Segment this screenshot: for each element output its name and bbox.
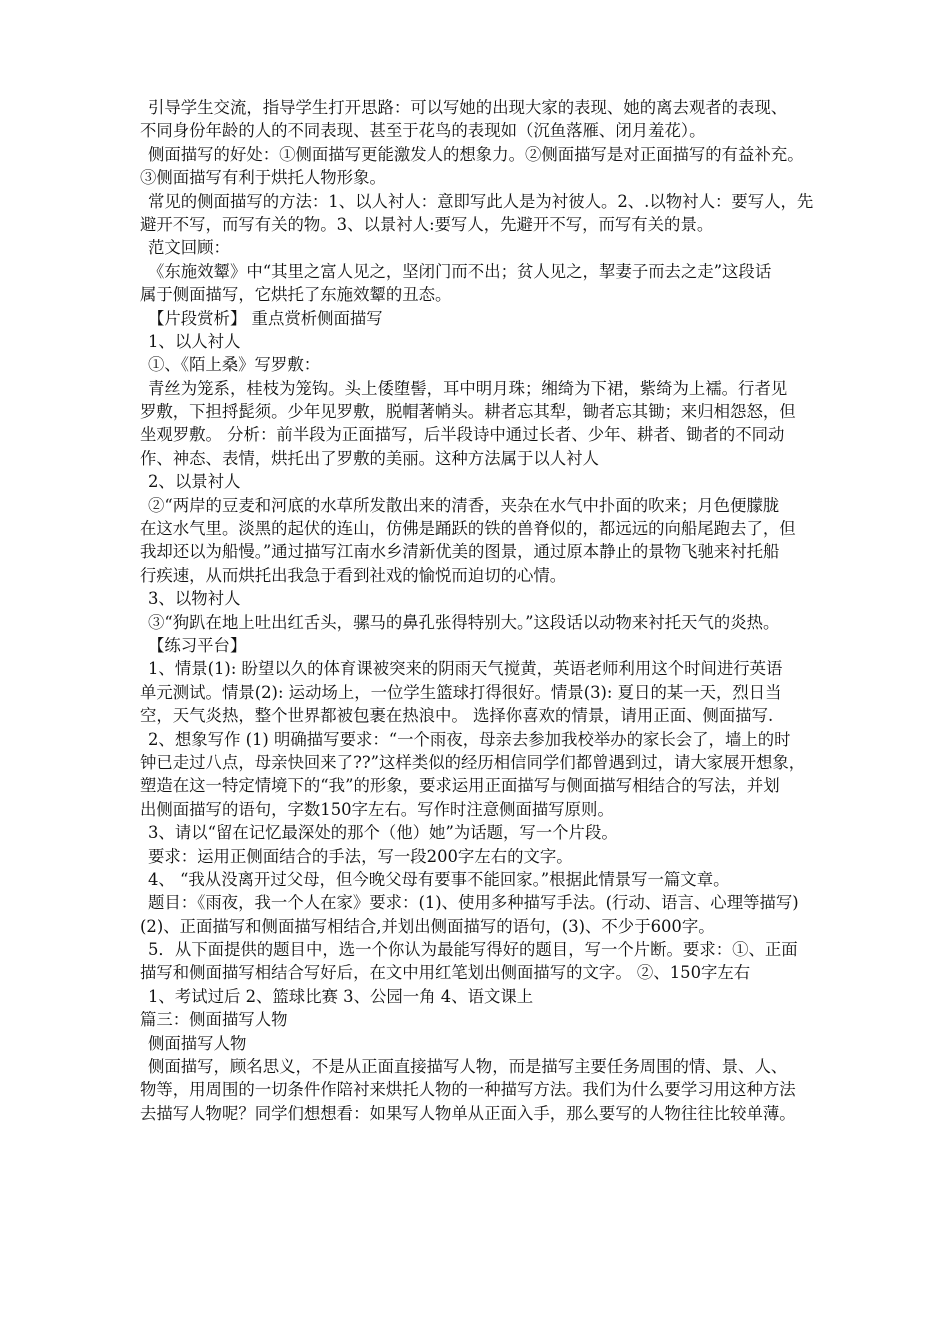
text-line: 1、情景(1): 盼望以久的体育课被突来的阴雨天气搅黄，英语老师利用这个时间进行英语: [148, 659, 783, 679]
text-line: 属于侧面描写，它烘托了东施效颦的丑态。: [140, 285, 452, 305]
text-line: ③“狗趴在地上吐出红舌头，骡马的鼻孔张得特别大。”这段话以动物来衬托天气的炎热。: [148, 612, 780, 632]
text-line: 物等，用周围的一切条件作陪衬来烘托人物的一种描写方法。我们为什么要学习用这种方法: [140, 1080, 796, 1100]
text-line: 【片段赏析】 重点赏析侧面描写: [148, 308, 383, 328]
text-line: 3、以物衬人: [148, 589, 241, 609]
text-line: 侧面描写，顾名思义，不是从正面直接描写人物，而是描写主要任务周围的情、景、人、: [148, 1057, 788, 1077]
text-line: 单元测试。情景(2): 运动场上，一位学生篮球打得很好。情景(3): 夏日的某一天，烈日当: [140, 682, 782, 702]
text-line: 作、神态、表情，烘托出了罗敷的美丽。这种方法属于以人衬人: [140, 448, 599, 468]
text-line: 4、 “我从没离开过父母，但今晚父母有要事不能回家。”根据此情景写一篇文章。: [148, 869, 730, 889]
text-line: 5．从下面提供的题目中，选一个你认为最能写得好的题目，写一个片断。要求：①、正面: [148, 940, 798, 960]
text-line: 常见的侧面描写的方法：1、以人衬人：意即写此人是为衬彼人。2、.以物衬人：要写人，先: [148, 191, 814, 211]
text-line: 避开不写，而写有关的物。3、以景衬人:要写人，先避开不写，而写有关的景。: [140, 214, 714, 234]
text-line: 1、考试过后 2、篮球比赛 3、公园一角 4、语文课上: [148, 986, 534, 1006]
text-line: 空，天气炎热，整个世界都被包裹在热浪中。 选择你喜欢的情景，请用正面、侧面描写.: [140, 706, 774, 726]
text-line: 2、想象写作 (1) 明确描写要求：“一个雨夜，母亲去参加我校举办的家长会了，墙上的时: [148, 729, 791, 749]
text-line: 描写和侧面描写相结合写好后，在文中用红笔划出侧面描写的文字。 ②、150字左右: [140, 963, 751, 983]
text-line: 不同身份年龄的人的不同表现、甚至于花鸟的表现如（沉鱼落雁、闭月羞花）。: [140, 121, 706, 141]
text-line: 青丝为笼系，桂枝为笼钩。头上倭堕髻，耳中明月珠；缃绮为下裙，紫绮为上襦。行者见: [148, 378, 788, 398]
text-line: 范文回顾：: [148, 238, 230, 258]
text-line: 行疾速，从而烘托出我急于看到社戏的愉悦而迫切的心情。: [140, 565, 567, 585]
text-line: 侧面描写的好处：①侧面描写更能激发人的想象力。②侧面描写是对正面描写的有益补充。: [148, 144, 804, 164]
text-line: 去描写人物呢？同学们想想看：如果写人物单从正面入手，那么要写的人物往往比较单薄。: [140, 1103, 796, 1123]
document-body: [140, 96, 815, 1125]
text-line: ①、《陌上桑》写罗敷：: [148, 355, 321, 375]
text-line: 在这水气里。淡黑的起伏的连山，仿佛是踊跃的铁的兽脊似的，都远远的向船尾跑去了，但: [140, 519, 796, 539]
text-line: ③侧面描写有利于烘托人物形象。: [140, 168, 386, 188]
text-line: 【练习平台】: [148, 635, 247, 655]
text-line: 1、以人衬人: [148, 331, 241, 351]
text-line: (2)、正面描写和侧面描写相结合,并划出侧面描写的语句，(3)、不少于600字。: [140, 916, 715, 936]
text-line: 出侧面描写的语句，字数150字左右。写作时注意侧面描写原则。: [140, 799, 614, 819]
text-line: 篇三：侧面描写人物: [140, 1010, 288, 1030]
text-line: 《东施效颦》中“其里之富人见之，坚闭门而不出；贫人见之，挈妻子而去之走”这段话: [148, 261, 772, 281]
text-line: 题目：《雨夜，我一个人在家》要求：(1)、使用多种描写手法。(行动、语言、心理等描写): [148, 893, 799, 913]
text-line: 罗敷，下担捋髭须。少年见罗敷，脱帽著帩头。耕者忘其犁，锄者忘其锄；来归相怨怒，但: [140, 402, 796, 422]
text-line: 要求：运用正侧面结合的手法，写一段200字左右的文字。: [148, 846, 573, 866]
text-line: 3、请以“留在记忆最深处的那个（他）她”为话题，写一个片段。: [148, 823, 618, 843]
text-line: 侧面描写人物: [148, 1033, 247, 1053]
text-line: 坐观罗敷。 分析：前半段为正面描写，后半段诗中通过长者、少年、耕者、锄者的不同动: [140, 425, 785, 445]
text-line: 塑造在这一特定情境下的“我”的形象，要求运用正面描写与侧面描写相结合的写法，并划: [140, 776, 780, 796]
text-line: 2、以景衬人: [148, 472, 241, 492]
text-line: 我却还以为船慢。”通过描写江南水乡清新优美的图景，通过原本静止的景物飞驰来衬托船: [140, 542, 780, 562]
text-line: ②“两岸的豆麦和河底的水草所发散出来的清香，夹杂在水气中扑面的吹来；月色便朦胧: [148, 495, 780, 515]
text-line: 钟已走过八点，母亲快回来了??”这样类似的经历相信同学们都曾遇到过，请大家展开想象，: [140, 752, 806, 772]
text-line: 引导学生交流，指导学生打开思路：可以写她的出现大家的表现、她的离去观者的表现、: [148, 98, 788, 117]
